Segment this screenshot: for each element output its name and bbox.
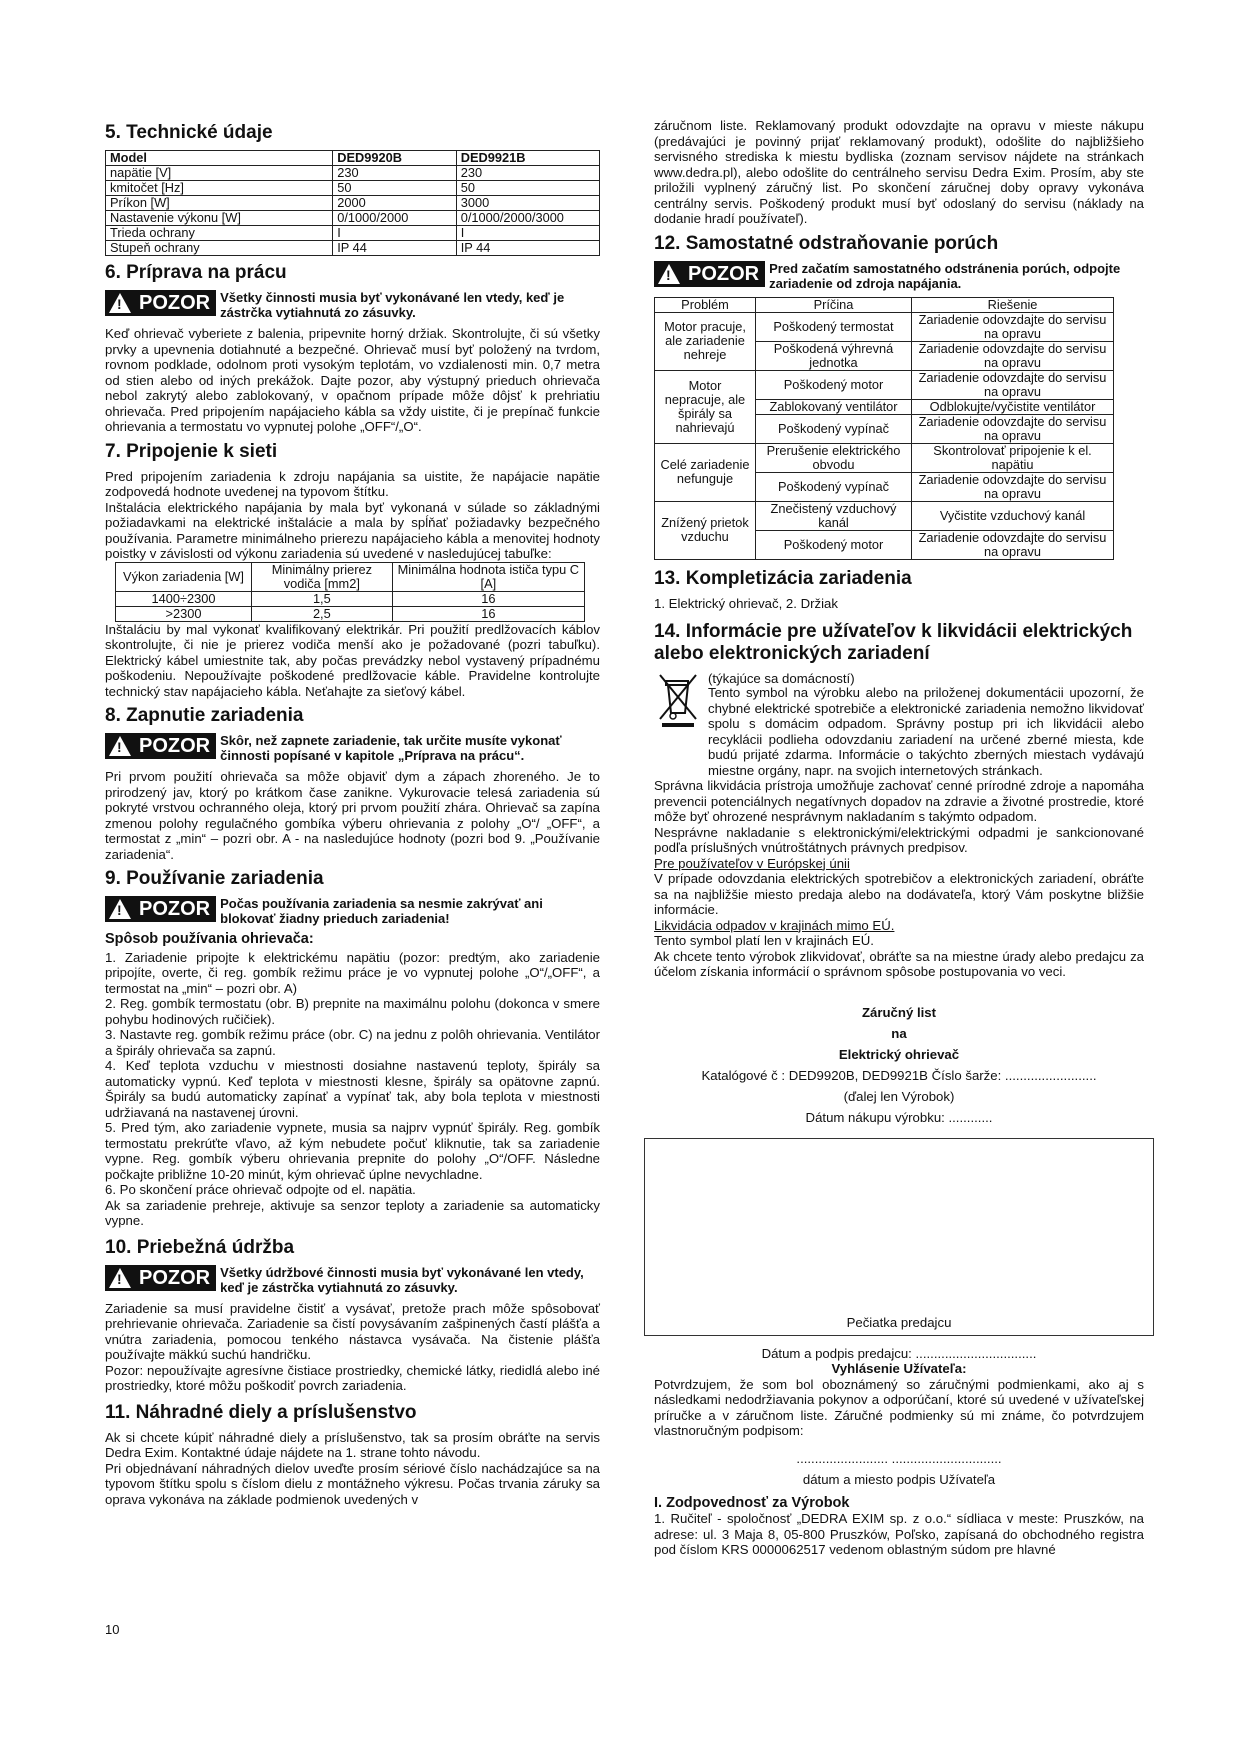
pozor-badge: ! POZOR — [105, 1265, 216, 1291]
warranty-catalog: Katalógové č : DED9920B, DED9921B Číslo šarže: ......................... — [701, 1067, 1097, 1083]
table-row: kmitočet [Hz] 50 50 — [106, 181, 600, 196]
warning-text: Všetky údržbové činnosti musia byť vykonávané len vtedy, keď je zástrčka vytiahnutá zo zásuvky. — [220, 1264, 584, 1295]
warning-triangle-icon: ! — [109, 293, 131, 313]
responsibility-text: 1. Ručiteľ - spoločnosť „DEDRA EXIM sp. z o.o.“ sídliaca v meste: Pruszków, na adrese: ul. 3 Maja 8, 05-800 Pruszków, Poľsko, zapísaná do obchodného registra pod číslom KRS 0000062517 vedenom oblastným súdom pre hlavné — [654, 1511, 1144, 1557]
section-13-title: 13. Kompletizácia zariadenia — [654, 567, 912, 589]
spec-header: DED9921B — [456, 151, 599, 166]
table-row: Stupeň ochrany IP 44 IP 44 — [106, 241, 600, 256]
paragraph: Správna likvidácia prístroja umožňuje zachovať cenné prírodné zdroje a napomáha prevencii potenciálnych negatívnych dopadov na zdravie a životné prostredie, ktoré môže byť ohrozené nesprávnym nakladaním s takýmto odpadom. — [654, 778, 1144, 824]
list-item: Ak sa zariadenie prehreje, aktivuje sa senzor teploty a zariadenie sa automaticky vypne. — [105, 1197, 600, 1228]
list-item: 3. Nastavte reg. gombík režimu práce (obr. C) na jednu z polôh ohrievania. Ventilátor a špirály ohrievača sa zapnú. — [105, 1027, 600, 1058]
list-item: 4. Keď teplota vzduchu v miestnosti dosiahne nastavenú teploty, špirály sa automaticky vypnú. Keď teplota v miestnosti klesne, špirály sa opätovne zapnú. Špirály sa budú automaticky zapínať a vypínať tak, aby bola teplota v miestnosti udržiavaná na nastavenej úrovni. — [105, 1058, 600, 1120]
table-row: Zablokovaný ventilátor Odblokujte/vyčistite ventilátor — [655, 399, 1114, 414]
section-9-title: 9. Používanie zariadenia — [105, 868, 324, 889]
section-5-title: 5. Technické údaje — [105, 122, 273, 143]
left-column — [105, 118, 600, 1507]
warning-triangle-icon: ! — [658, 264, 680, 284]
stamp-label: Pečiatka predajcu — [846, 1315, 952, 1330]
eu-title: Pre používateľov v Európskej únii — [654, 855, 850, 871]
table-row: Poškodený vypínač Zariadenie odovzdajte do servisu na opravu — [655, 414, 1114, 443]
paragraph: Pred pripojením zariadenia k zdroju napájania sa uistite, že napájacie napätie zodpovedá hodnote uvedenej na typovom štítku. — [105, 468, 600, 499]
warning-block — [105, 1265, 600, 1295]
table-row: Znížený prietok vzduchu Znečistený vzduchový kanál Vyčistite vzduchový kanál — [655, 501, 1114, 530]
table-row: Motor pracuje, ale zariadenie nehreje Poškodený termostat Zariadenie odovzdajte do servisu na opravu — [655, 312, 1114, 341]
pozor-badge: ! POZOR — [654, 261, 765, 287]
warning-text: Počas používania zariadenia sa nesmie zakrývať ani blokovať žiadny prieduch zariadenia! — [220, 896, 543, 926]
list-item: 1. Zariadenie pripojte k elektrickému napätiu (pozor: predtým, ako zariadenie pripojíte, overte, či reg. gombík režimu práce je vo vypnutej polohe „O“/„OFF“, a termostat na „min“ – pozri obr. A) — [105, 949, 600, 996]
paragraph: záručnom liste. Reklamovaný produkt odovzdajte na opravu v mieste nákupu (predávajúci je povinný prijať reklamovaný produkt), odošlite do najbližšieho servisného strediska k miestu bydliska (zoznam servisov nájdete na stránkach www.dedra.pl), alebo odošlite do centrálneho servisu Dedra Exim. Prosím, aby ste priložili vyplnený záručný list. Po skončení záručnej doby opravy vykonáva centrálny servis. Poškodený produkt musí byť odoslaný do servisu (náklady na dodanie hradí používateľ). — [654, 118, 1144, 226]
subtitle: Spôsob používania ohrievača: — [105, 931, 314, 947]
table-row: >2300 2,5 16 — [116, 606, 585, 621]
section-14-title: 14. Informácie pre užívateľov k likvidácii elektrických alebo elektronických zariadení — [654, 621, 1133, 664]
pozor-badge: ! POZOR — [105, 733, 216, 759]
warranty-further: (ďalej len Výrobok) — [843, 1088, 955, 1104]
table-row: Motor nepracuje, ale špirály sa nahrievajú Poškodený motor Zariadenie odovzdajte do servisu na opravu — [655, 370, 1114, 399]
paragraph: Tento symbol platí len v krajinách EÚ. — [654, 933, 874, 948]
spec-header: DED9920B — [333, 151, 457, 166]
section-11-title: 11. Náhradné diely a príslušenstvo — [105, 1401, 417, 1423]
paragraph: Zariadenie sa musí pravidelne čistiť a vysávať, pretože prach môže spôsobovať prehrievanie ohrievača. Zariadenie sa čistí povysávaním zašpinených častí plášťa a vnútra zariadenia, pomocou tenkého nástavca vysávača. Na čistenie plášťa používajte mäkkú suchú handričku. — [105, 1300, 600, 1362]
section-6-title: 6. Príprava na prácu — [105, 262, 287, 283]
signature-dots: ......................... .............................. — [796, 1450, 1002, 1466]
section-7-title: 7. Pripojenie k sieti — [105, 440, 278, 462]
crossed-bin-icon — [654, 671, 702, 729]
warning-text: Skôr, než zapnete zariadenie, tak určite musíte vykonať činnosti popísané v kapitole „Príprava na prácu“. — [220, 733, 562, 763]
warning-text: Pred začatím samostatného odstránenia porúch, odpojte zariadenie od zdroja napájania. — [769, 260, 1121, 291]
warning-block — [105, 896, 600, 926]
paragraph: Nesprávne nakladanie s elektronickými/elektrickými odpadmi je sankcionované podľa príslušných vnútroštátnych právnych predpisov. — [654, 824, 1144, 855]
responsibility-title: I. Zodpovednosť za Výrobok — [654, 1494, 850, 1511]
declaration-text: Potvrdzujem, že som bol oboznámený so záručnými podmienkami, ako aj s následkami nedodržiavania pokynov a odporúčaní, ktoré sú uvedené v užívateľskej príručke a v záručnom liste. Záručné podmienky sú mi známe, čo potvrdzujem vlastnoručným podpisom: — [654, 1376, 1144, 1438]
paragraph: V prípade odovzdania elektrických spotrebičov a elektronických zariadení, obráťte sa na najbližšie miesto predaja alebo na dodávateľa, ktorý Vám poskytne bližšie informácie. — [654, 871, 1144, 917]
paragraph: (týkajúce sa domácností) — [708, 671, 855, 686]
warning-triangle-icon: ! — [109, 899, 131, 919]
list-item: 5. Pred tým, ako zariadenie vypnete, musia sa najprv vypnúť špirály. Reg. gombík termostatu prekrúťte vľavo, až kým nebudete počuť kliknutie, tak sa zariadenie vypne. Reg. gombík výberu ohrievania prepnite do polohy „O“/OFF. Následne počkajte približne 10-20 minút, kým ohrievač úplne nevychladne. — [105, 1120, 600, 1182]
spec-header: Model — [106, 151, 333, 166]
table-row: Poškodená výhrevná jednotka Zariadenie odovzdajte do servisu na opravu — [655, 341, 1114, 370]
section-12-title: 12. Samostatné odstraňovanie porúch — [654, 232, 999, 254]
paragraph: Ak chcete tento výrobok zlikvidovať, obráťte sa na miestne úrady alebo predajcu za účelom získania informácií o správnom spôsobe postupovania vo veci. — [654, 948, 1144, 979]
paragraph: Pri prvom použití ohrievača sa môže objaviť dym a zápach zhoreného. Je to prirodzený jav, ktorý po krátkom čase zanikne. Vykurovacie telesá zariadenia sú pokryté vrstvou ochranného oleja, ktorý pri prvom použití zhára. Ohrievač sa zapína zmenou polohy regulačného gombíka výberu ohrievania z polohy „O“/ „OFF“, a termostat z „min“ – pozri obr. A - na nasledujúce hodnoty (pozri bod 9. „Používanie zariadenia“. — [105, 769, 600, 862]
cable-table: Výkon zariadenia [W] Minimálny prierez vodiča [mm2] Minimálna hodnota ističa typu C [A] 1400÷2300 1,5 16 >2300 2,5 16 — [115, 562, 585, 622]
pozor-badge: ! POZOR — [105, 896, 216, 922]
table-row: Nastavenie výkonu [W] 0/1000/2000 0/1000/2000/3000 — [106, 211, 600, 226]
paragraph: 1. Elektrický ohrievač, 2. Držiak — [654, 595, 838, 611]
warning-block — [105, 733, 600, 763]
pozor-badge: ! POZOR — [105, 290, 216, 316]
troubleshooting-table: Problém Príčina Riešenie Motor pracuje, ale zariadenie nehreje Poškodený termostat Zariadenie odovzdajte do servisu na opravu Poškodená výhrevná jednotka Zariadenie odovzdajte do servisu na opravu Motor nepracuje, ale špirály sa nahrievajú Poškodený motor Zariadenie odovzdajte do servisu na opravu Zablokovaný ventilátor Odblokujte/vyčistite ventilátor Poškodený vypínač Zariadenie odovzdajte do servisu na opravu Celé zariadenie nefunguje Prerušenie elektrického obvodu Skontrolovať pripojenie k el. napätiu Poškodený vypínač Zariadenie odovzdajte do servisu na opravu Znížený prietok vzduchu Znečistený vzduchový kanál Vyčistite vzduchový kanál Poškodený motor Zariadenie odovzdajte do servisu na opravu — [654, 297, 1114, 560]
declaration-title: Vyhlásenie Užívateľa: — [831, 1361, 967, 1376]
seller-signature: Dátum a podpis predajcu: ................................. — [761, 1345, 1037, 1361]
paragraph: Inštalácia elektrického napájania by mala byť vykonaná v súlade so základnými požiadavkami na elektrické inštalácie a mala by spĺňať požiadavky bezpečného používania. Parametre minimálneho prierezu napájacieho kábla a menovitej hodnoty poistky v závislosti od výkonu zariadenia sú uvedené v nasledujúcej tabuľke: — [105, 499, 600, 561]
section-8-title: 8. Zapnutie zariadenia — [105, 705, 304, 726]
table-row: Príkon [W] 2000 3000 — [106, 196, 600, 211]
list-item: 6. Po skončení práce ohrievač odpojte od el. napätia. — [105, 1182, 416, 1197]
table-row: Poškodený vypínač Zariadenie odovzdajte do servisu na opravu — [655, 472, 1114, 501]
warranty-date: Dátum nákupu výrobku: ............ — [805, 1109, 993, 1125]
page-number: 10 — [105, 1622, 120, 1637]
paragraph: Pozor: nepoužívajte agresívne čistiace prostriedky, chemické látky, riedidlá alebo iné prostriedky, ktoré môžu poškodiť povrch zariadenia. — [105, 1362, 600, 1393]
warning-triangle-icon: ! — [109, 1268, 131, 1288]
paragraph: Ak si chcete kúpiť náhradné diely a príslušenstvo, tak sa prosím obráťte na servis Dedra Exim. Kontaktné údaje nájdete na 1. strane tohto návodu. — [105, 1429, 600, 1460]
table-row: 1400÷2300 1,5 16 — [116, 591, 585, 606]
non-eu-title: Likvidácia odpadov v krajinách mimo EÚ. — [654, 917, 895, 933]
paragraph: Tento symbol na výrobku alebo na priloženej dokumentácii upozorní, že chybné elektrické spotrebiče a elektronické zariadenia nemožno likvidovať spolu s domácim odpadom. Správny postup pri ich likvidácii alebo recyklácii podlieha odovzdaniu zariadení na určené zberné miesta, kde budú prijaté zdarma. Informácie o takýchto zberných miestach vydávajú miestne orgány, napr. na svojich internetových stránkach. — [708, 685, 1144, 778]
table-row: Trieda ochrany I I — [106, 226, 600, 241]
table-row: Celé zariadenie nefunguje Prerušenie elektrického obvodu Skontrolovať pripojenie k el. napätiu — [655, 443, 1114, 472]
paragraph: Keď ohrievač vyberiete z balenia, pripevnite horný držiak. Skontrolujte, či sú všetky prvky a upevnenia dotiahnuté a bezpečné. Ohrievač musí byť položený na tvrdom, rovnom podklade, odolnom proti vysokým teplotám, vo vzdialenosti min. 0,7 metra od stien alebo od iných prekážok. Dajte pozor, aby výstupný prieduch ohrievača nebol zakrytý alebo zablokovaný, v opačnom prípade môže dôjsť k prehriatiu ohrievača. Pred pripojením napájacieho kábla sa vždy uistite, či je prepínač funkcie ohrievania a termostatu vo vypnutej polohe „OFF“/„O“. — [105, 326, 600, 434]
warranty-product: Elektrický ohrievač — [838, 1046, 960, 1062]
table-row: Poškodený motor Zariadenie odovzdajte do servisu na opravu — [655, 530, 1114, 559]
right-column — [654, 118, 1144, 1558]
warning-triangle-icon: ! — [109, 736, 131, 756]
warning-block — [105, 290, 600, 320]
warranty-title: Záručný list — [861, 1004, 937, 1020]
warranty-title-na: na — [891, 1025, 907, 1041]
section-10-title: 10. Priebežná údržba — [105, 1236, 295, 1258]
user-signature-label: dátum a miesto podpis Užívateľa — [802, 1472, 996, 1487]
warning-block — [654, 261, 1144, 291]
table-row: napätie [V] 230 230 — [106, 166, 600, 181]
stamp-box — [644, 1138, 1154, 1336]
warning-text: Všetky činnosti musia byť vykonávané len vtedy, keď je zástrčka vytiahnutá zo zásuvky. — [220, 290, 565, 320]
list-item: 2. Reg. gombík termostatu (obr. B) prepnite na maximálnu polohu (dokonca v smere pohybu hodinových ručičiek). — [105, 996, 600, 1027]
paragraph: Pri objednávaní náhradných dielov uveďte prosím sériové číslo nachádzajúce sa na typovom štítku spolu s číslom dielu z montážneho výkresu. Počas trvania záruky sa oprava vykonáva na základe podmienok uvedených v — [105, 1460, 600, 1507]
paragraph: Inštaláciu by mal vykonať kvalifikovaný elektrikár. Pri použití predlžovacích káblov skontrolujte, či nie je prierez vodiča menší ako je požadované (pozri tabuľku). Elektrický kábel umiestnite tak, aby počas prevádzky nebol vystavený prípadnému poškodeniu. Nepoužívajte poškodené predlžovacie káble. Pravidelne kontrolujte technický stav napájacieho kábla. Neťahajte za sieťový kábel. — [105, 621, 600, 699]
spec-table — [105, 150, 600, 256]
